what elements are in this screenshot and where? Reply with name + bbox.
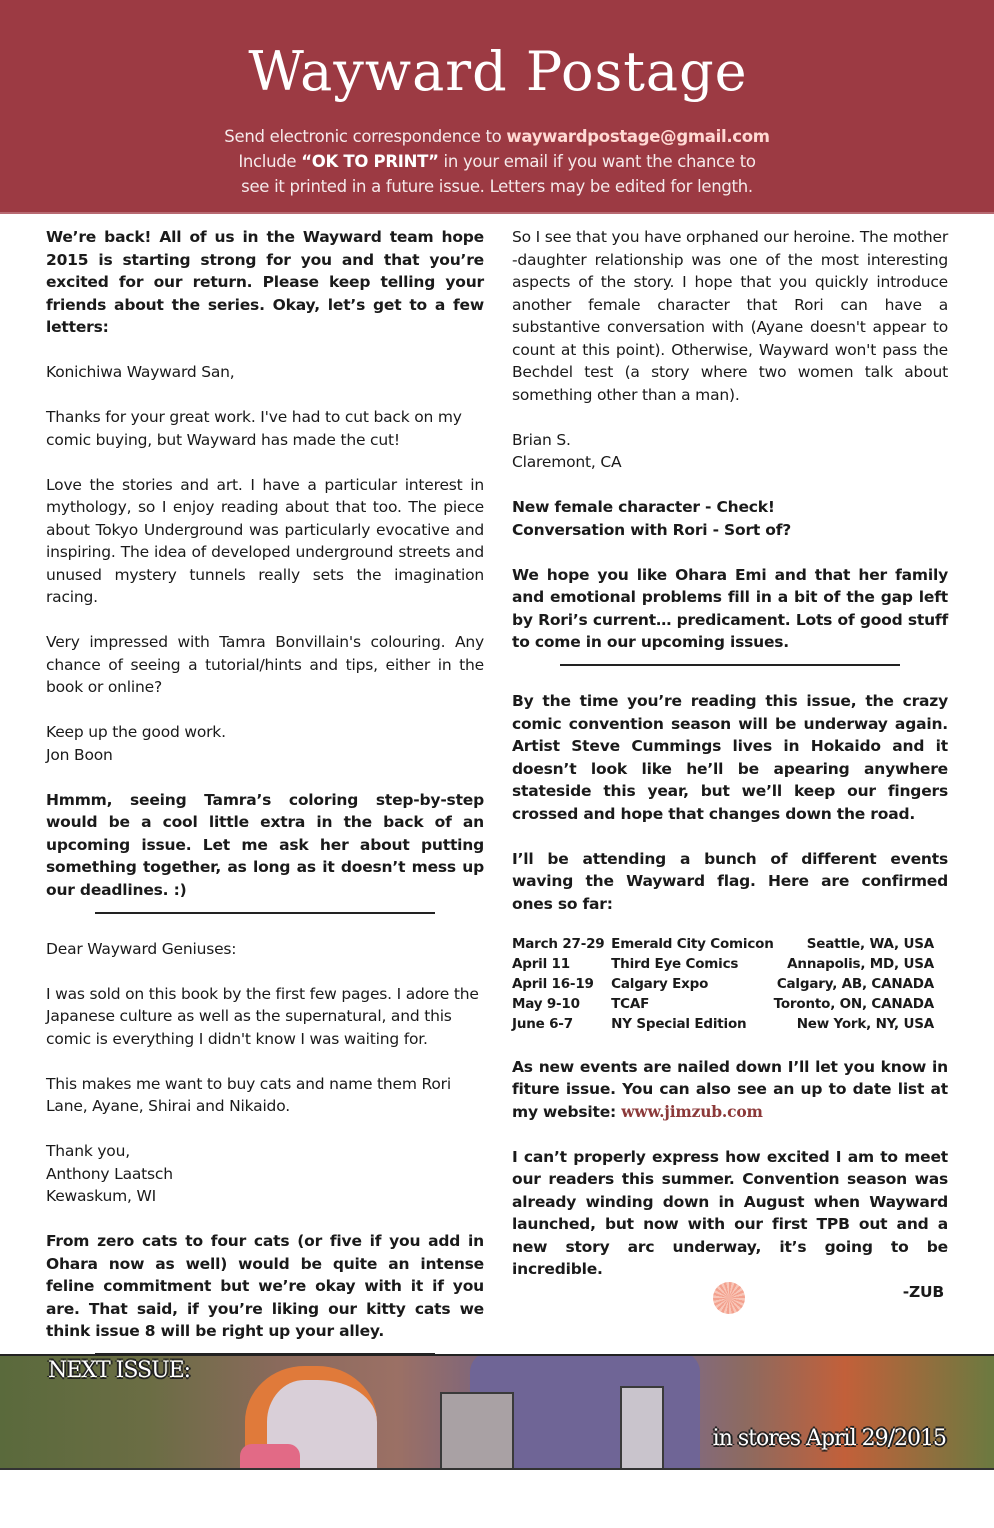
event-date: March 27-29 (512, 935, 605, 952)
event-name: Emerald City Comicon (611, 935, 774, 952)
letter2-paragraph: I was sold on this book by the first few pages. I adore the Japanese culture as well as the supernatural, and this comic is everything I didn't know I was waiting for. (46, 984, 479, 1048)
letter2-greeting: Dear Wayward Geniuses: (46, 939, 237, 958)
ok-to-print-label: “OK TO PRINT” (301, 152, 439, 171)
character-art-shirt (240, 1444, 300, 1470)
instructions-line3: see it printed in a future issue. Letters may be edited for length. (241, 177, 753, 196)
event-row (512, 934, 934, 954)
website-link[interactable]: www.jimzub.com (621, 1101, 763, 1121)
instructions-line2-suffix: in your email if you want the chance to (438, 152, 756, 171)
event-date: June 6-7 (512, 1015, 573, 1032)
event-location: Annapolis, MD, USA (787, 955, 934, 972)
event-row (512, 994, 934, 1014)
letter1-greeting: Konichiwa Wayward San, (46, 363, 235, 381)
event-row (512, 1014, 934, 1034)
letter3-location: Claremont, CA (512, 453, 622, 471)
letter2-paragraph: This makes me want to buy cats and name them Rori Lane, Ayane, Shirai and Nikaido. (46, 1074, 451, 1115)
letter3-paragraph: So I see that you have orphaned our heroine. The mother -daughter relationship was one of the most interesting aspects of the story. I hope that you quickly introduce another female character that Rori can have a substantive conversation with (Ayane doesn't appear to count at this point). Otherwise, Wayward won't pass the Bechdel test (a story where two women talk about something other than a man). (512, 228, 948, 404)
left-column (46, 226, 484, 1379)
closing-paragraph: I can’t properly express how excited I am to meet our readers this summer. Convention season was already winding down in August when Wayward launched, but now with our first TPB out and a new story arc underway, it’s going to be incredible. (512, 1147, 948, 1278)
event-date: April 16-19 (512, 975, 594, 992)
divider (95, 912, 435, 914)
letter1-paragraph: Love the stories and art. I have a particular interest in mythology, so I enjoy reading about that too. The piece about Tokyo Underground was particularly evocative and inspiring. The idea of developed underground streets and unused mystery tunnels really sets the imagination racing. (46, 475, 484, 606)
instructions-line2-prefix: Include (238, 152, 302, 171)
letter3-signoff (512, 429, 948, 474)
letter1-paragraph: Thanks for your great work. I've had to cut back on my comic buying, but Wayward has made the cut! (46, 408, 462, 449)
signoff: -ZUB (902, 1283, 944, 1301)
reply3-line1: New female character - Check! (512, 498, 775, 516)
event-row (512, 954, 934, 974)
conventions-paragraph: By the time you’re reading this issue, the crazy comic convention season will be underway again. Artist Steve Cummings lives in Hokaido and it doesn’t look like he’ll be apearing anywhere stateside this year, but we’ll keep our fingers crossed and hope that changes down the road. (512, 692, 948, 823)
letter2-location: Kewaskum, WI (46, 1187, 156, 1205)
event-name: Calgary Expo (611, 975, 709, 992)
page-header (0, 0, 994, 214)
conventions-paragraph (512, 1056, 948, 1124)
letter1-signature: Jon Boon (46, 745, 113, 764)
letter2-signoff (46, 1140, 484, 1208)
character-art-box (620, 1386, 664, 1470)
events-table (512, 934, 934, 1034)
next-issue-banner (0, 1354, 994, 1470)
event-location: Toronto, ON, CANADA (773, 995, 934, 1012)
flower-ornament-icon (713, 1282, 745, 1314)
intro-paragraph: We’re back! All of us in the Wayward team hope 2015 is starting strong for you and that you’re excited for our return. Please keep telling your friends about the series. Okay, let’s get to a few letters: (46, 228, 484, 336)
divider (560, 664, 900, 666)
email-link[interactable]: waywardpostage@gmail.com (506, 127, 770, 146)
next-issue-label: NEXT ISSUE: (48, 1358, 191, 1383)
reply3-paragraph: We hope you like Ohara Emi and that her family and emotional problems fill in a bit of the gap left by Rori’s current… predicament. Lots of good stuff to come in our upcoming issues. (512, 565, 948, 651)
letter3-name: Brian S. (512, 430, 571, 449)
page-title: Wayward Postage (248, 40, 748, 103)
letter1-signoff (46, 721, 484, 766)
event-location: Calgary, AB, CANADA (776, 975, 934, 992)
event-date: May 9-10 (512, 995, 580, 1012)
event-name: TCAF (611, 995, 650, 1012)
reply3-line2: Conversation with Rori - Sort of? (512, 520, 792, 539)
reply2-paragraph: From zero cats to four cats (or five if you add in Ohara now as well) would be quite an intense feline commitment but we’re okay with it if you are. That said, if you’re liking our kitty cats we think issue 8 will be right up your alley. (46, 1232, 484, 1340)
letter2-name: Anthony Laatsch (46, 1164, 173, 1183)
character-art-box (440, 1392, 514, 1470)
event-location: Seattle, WA, USA (806, 935, 934, 952)
website-intro: As new events are nailed down I’ll let you know in fiture issue. You can also see an up to date list at my website: (512, 1057, 948, 1121)
conventions-paragraph: I’ll be attending a bunch of different events waving the Wayward flag. Here are confirmed ones so far: (512, 849, 948, 913)
header-instructions (214, 124, 780, 199)
release-date-label: in stores April 29/2015 (712, 1426, 946, 1451)
letter2-closing: Thank you, (46, 1142, 130, 1160)
right-column (512, 226, 948, 1304)
event-name: NY Special Edition (611, 1015, 747, 1032)
reply1-paragraph: Hmmm, seeing Tamra’s coloring step-by-step would be a cool little extra in the back of an upcoming issue. Let me ask her about putting something together, as long as it doesn’t mess up our deadlines. :) (46, 790, 484, 899)
event-row (512, 974, 934, 994)
event-name: Third Eye Comics (611, 955, 739, 972)
reply3-checklist (512, 496, 948, 541)
event-date: April 11 (512, 955, 570, 972)
event-location: New York, NY, USA (796, 1015, 934, 1032)
letter1-paragraph: Very impressed with Tamra Bonvillain's colouring. Any chance of seeing a tutorial/hints and tips, either in the book or online? (46, 633, 484, 696)
instructions-line1: Send electronic correspondence to (224, 127, 507, 146)
letter1-closing: Keep up the good work. (46, 723, 226, 741)
